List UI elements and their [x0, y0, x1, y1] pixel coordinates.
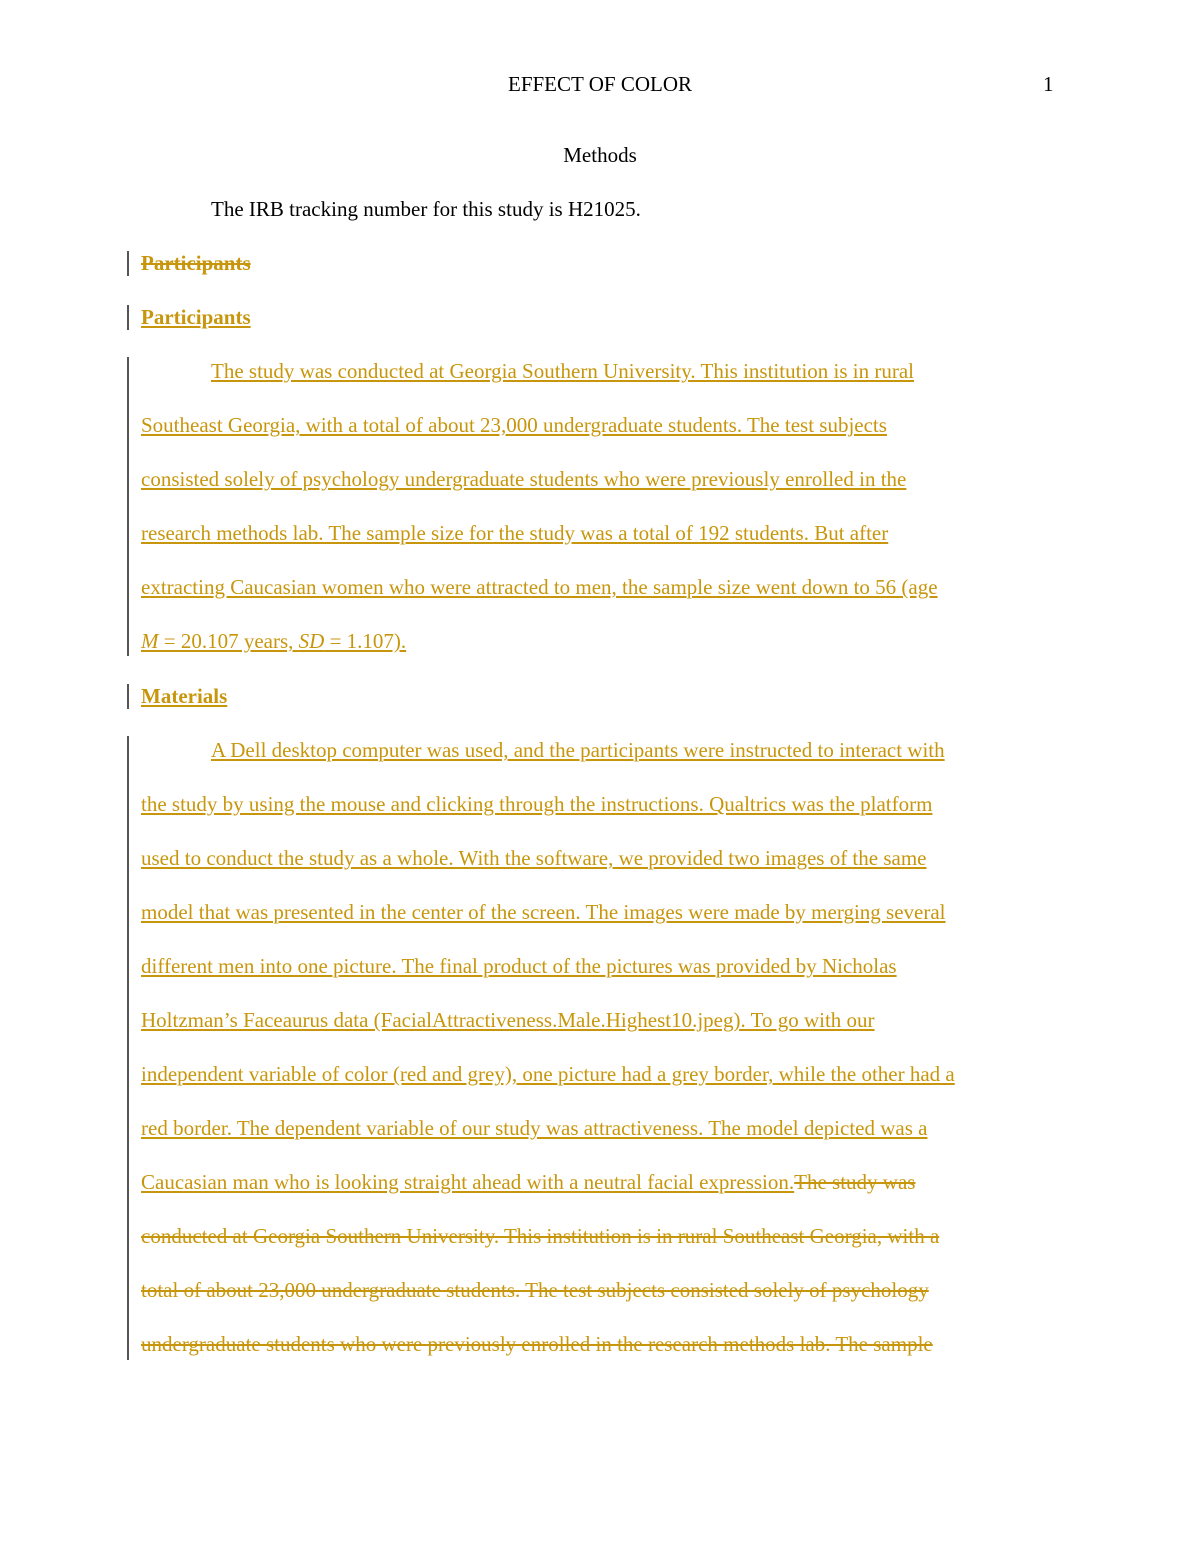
inserted-text: Caucasian man who is looking straight ahead with a neutral facial expression. [141, 1170, 795, 1194]
materials-line: different men into one picture. The final product of the pictures was provided by Nicholas [141, 954, 897, 978]
sd-value: = 1.107). [324, 629, 407, 653]
section-title: Methods [563, 143, 637, 167]
change-bar [127, 251, 129, 276]
mean-value: = 20.107 years, [158, 629, 299, 653]
participants-line: research methods lab. The sample size for the study was a total of 192 students. But after [141, 521, 889, 545]
deleted-heading-participants: Participants [141, 251, 251, 275]
participants-line: extracting Caucasian women who were attracted to men, the sample size went down to 56 (age [141, 575, 938, 599]
heading-materials: Materials [141, 684, 228, 708]
change-bar [127, 357, 129, 656]
deleted-text: The study was [794, 1170, 916, 1194]
participants-line: consisted solely of psychology undergraduate students who were previously enrolled in the [141, 467, 907, 491]
participants-line [141, 629, 406, 654]
materials-line: model that was presented in the center of the screen. The images were made by merging several [141, 900, 946, 924]
change-bar [127, 684, 129, 709]
participants-line: Southeast Georgia, with a total of about 23,000 undergraduate students. The test subjects [141, 413, 887, 437]
materials-line: used to conduct the study as a whole. With the software, we provided two images of the same [141, 846, 927, 870]
running-head: EFFECT OF COLOR [508, 72, 692, 96]
deleted-line: conducted at Georgia Southern University. This institution is in rural Southeast Georgia, with a [141, 1224, 940, 1248]
materials-line: independent variable of color (red and grey), one picture had a grey border, while the other had a [141, 1062, 955, 1086]
materials-line [141, 1170, 915, 1195]
materials-line: Holtzman’s Faceaurus data (FacialAttractiveness.Male.Highest10.jpeg). To go with our [141, 1008, 875, 1032]
irb-line: The IRB tracking number for this study is H21025. [211, 197, 641, 221]
change-bar [127, 305, 129, 330]
sd-symbol: SD [298, 629, 325, 653]
participants-line: The study was conducted at Georgia Southern University. This institution is in rural [211, 359, 915, 383]
materials-line: A Dell desktop computer was used, and the participants were instructed to interact with [211, 738, 945, 762]
materials-line: the study by using the mouse and clicking through the instructions. Qualtrics was the platform [141, 792, 933, 816]
mean-symbol: M [141, 629, 159, 653]
page-number: 1 [1043, 72, 1054, 96]
deleted-line: undergraduate students who were previously enrolled in the research methods lab. The sample [141, 1332, 933, 1356]
materials-line: red border. The dependent variable of our study was attractiveness. The model depicted was a [141, 1116, 928, 1140]
heading-participants: Participants [141, 305, 251, 329]
change-bar [127, 736, 129, 1360]
deleted-line: total of about 23,000 undergraduate students. The test subjects consisted solely of psychology [141, 1278, 929, 1302]
